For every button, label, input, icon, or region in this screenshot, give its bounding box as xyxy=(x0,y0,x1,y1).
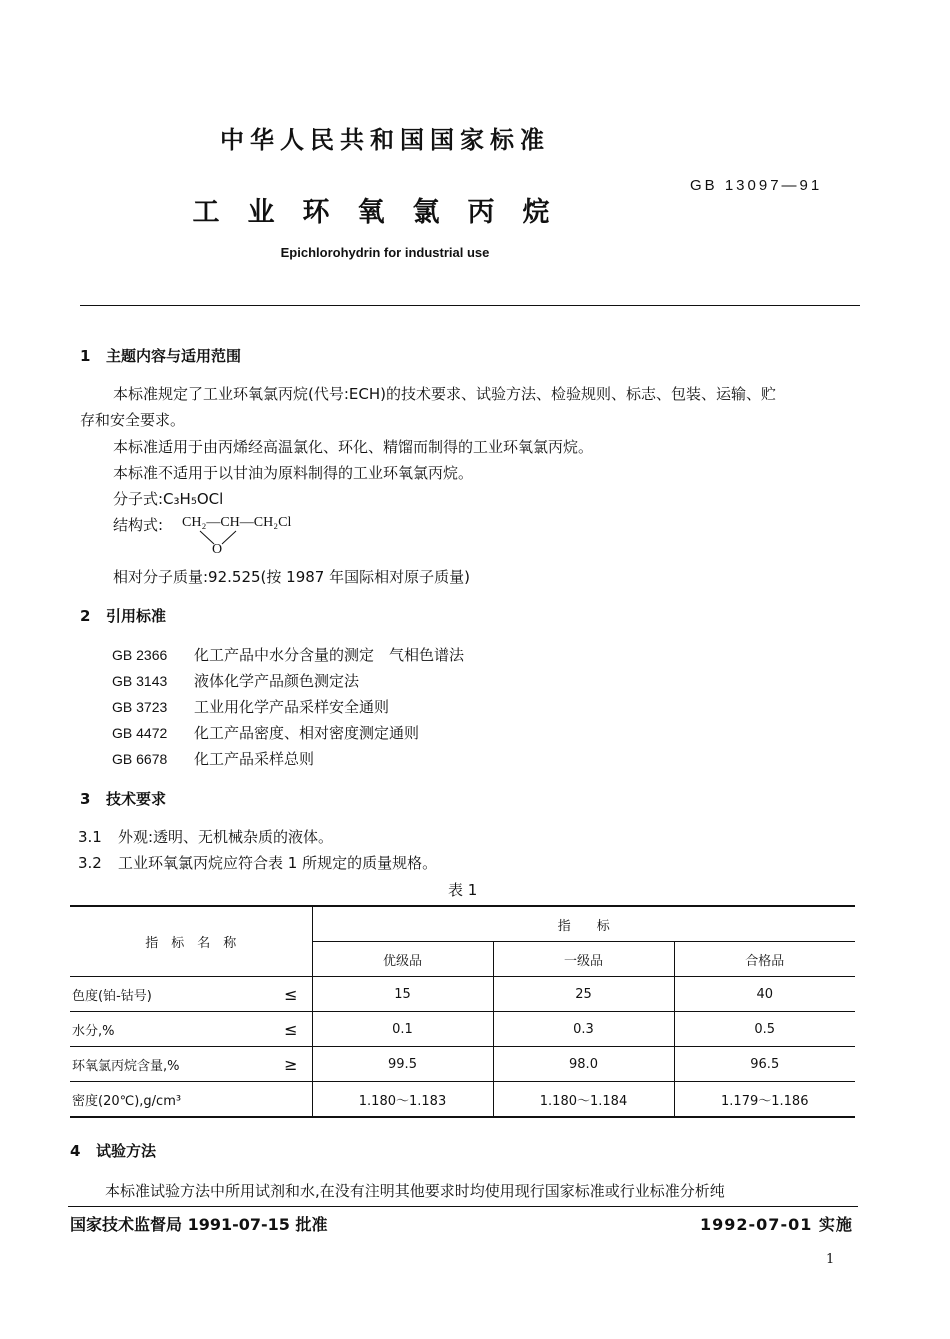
table-header-grade: 一级品 xyxy=(493,942,674,977)
cell-value: 0.5 xyxy=(674,1012,855,1047)
reference-title: 工业用化学产品采样安全通则 xyxy=(194,698,390,716)
reference-code: GB 3723 xyxy=(112,699,168,715)
cell-value: 98.0 xyxy=(493,1047,674,1082)
section-number: 1 xyxy=(80,347,91,365)
section-title: 引用标准 xyxy=(106,607,167,625)
reference-code: GB 6678 xyxy=(112,751,168,767)
reference-title: 化工产品中水分含量的测定 气相色谱法 xyxy=(194,646,465,664)
table-header-indicator-name: 指 标 名 称 xyxy=(70,906,312,977)
reference-title: 化工产品采样总则 xyxy=(194,750,315,768)
table-row xyxy=(70,1012,855,1047)
clause-3-2 xyxy=(78,852,437,873)
table-header-grade: 优级品 xyxy=(312,942,493,977)
document-title: 工业环氧氯丙烷 xyxy=(192,197,578,228)
section-4-paragraph-1: 本标准试验方法中所用试剂和水,在没有注明其他要求时均使用现行国家标准或行业标准分析纯 xyxy=(105,1182,725,1200)
clause-number: 3.2 xyxy=(78,854,102,872)
reference-code: GB 3143 xyxy=(112,673,168,689)
reference-row xyxy=(112,644,464,665)
standard-code: GB 13097—91 xyxy=(690,177,823,194)
molecular-mass: 相对分子质量:92.525(按 1987 年国际相对原子质量) xyxy=(113,568,470,586)
table-row xyxy=(70,977,855,1012)
reference-row xyxy=(112,748,314,769)
row-operator: ≥ xyxy=(245,1047,312,1082)
quality-spec-table xyxy=(70,905,855,1118)
row-name: 密度(20℃),g/cm³ xyxy=(70,1082,245,1118)
reference-title: 化工产品密度、相对密度测定通则 xyxy=(194,724,420,742)
row-name: 色度(铂-钴号) xyxy=(70,977,245,1012)
clause-text: 工业环氧氯丙烷应符合表 1 所规定的质量规格。 xyxy=(118,854,438,872)
section-number: 4 xyxy=(70,1142,81,1160)
section-2-heading xyxy=(80,605,166,626)
section-number: 2 xyxy=(80,607,91,625)
section-1-heading xyxy=(80,345,241,366)
table-header-indicator-group: 指 标 xyxy=(312,906,855,942)
clause-3-1 xyxy=(78,826,333,847)
cell-value: 0.1 xyxy=(312,1012,493,1047)
section-1-paragraph-1: 本标准规定了工业环氧氯丙烷(代号:ECH)的技术要求、试验方法、检验规则、标志、包装、运输、贮 xyxy=(113,385,776,403)
reference-row xyxy=(112,696,389,717)
document-subtitle-english: Epichlorohydrin for industrial use xyxy=(280,245,490,260)
table-row xyxy=(70,1047,855,1082)
cell-value: 25 xyxy=(493,977,674,1012)
cell-value: 1.179～1.186 xyxy=(674,1082,855,1118)
page-number: 1 xyxy=(826,1252,835,1267)
molecular-formula: 分子式:C₃H₅OCl xyxy=(113,490,224,508)
row-operator: ≤ xyxy=(245,1012,312,1047)
section-title: 主题内容与适用范围 xyxy=(106,347,242,365)
reference-code: GB 4472 xyxy=(112,725,168,741)
national-standard-heading: 中华人民共和国国家标准 xyxy=(220,126,550,154)
table-caption: 表 1 xyxy=(448,881,478,899)
clause-text: 外观:透明、无机械杂质的液体。 xyxy=(118,828,334,846)
section-title: 试验方法 xyxy=(96,1142,157,1160)
header-divider xyxy=(80,305,860,306)
section-title: 技术要求 xyxy=(106,790,167,808)
structural-formula-oxygen: O xyxy=(212,542,223,557)
section-1-paragraph-1-cont: 存和安全要求。 xyxy=(80,411,186,429)
reference-code: GB 2366 xyxy=(112,647,168,663)
reference-row xyxy=(112,670,359,691)
cell-value: 99.5 xyxy=(312,1047,493,1082)
structural-formula-label: 结构式: xyxy=(113,516,164,534)
approval-line: 国家技术监督局 1991-07-15 批准 xyxy=(70,1215,328,1234)
cell-value: 1.180～1.183 xyxy=(312,1082,493,1118)
row-operator: ≤ xyxy=(245,977,312,1012)
reference-row xyxy=(112,722,419,743)
implementation-date: 1992-07-01 实施 xyxy=(700,1215,853,1234)
row-name: 水分,% xyxy=(70,1012,245,1047)
row-name: 环氧氯丙烷含量,% xyxy=(70,1047,245,1082)
section-3-heading xyxy=(80,788,166,809)
footer-divider xyxy=(68,1206,858,1207)
section-number: 3 xyxy=(80,790,91,808)
table-row xyxy=(70,1082,855,1118)
cell-value: 1.180～1.184 xyxy=(493,1082,674,1118)
reference-title: 液体化学产品颜色测定法 xyxy=(194,672,360,690)
section-1-paragraph-3: 本标准不适用于以甘油为原料制得的工业环氧氯丙烷。 xyxy=(113,464,474,482)
row-operator xyxy=(245,1082,312,1118)
table-header-grade: 合格品 xyxy=(674,942,855,977)
structural-formula-chain: CH₂—CH—CH₂Cl xyxy=(182,515,292,530)
clause-number: 3.1 xyxy=(78,828,102,846)
cell-value: 0.3 xyxy=(493,1012,674,1047)
cell-value: 15 xyxy=(312,977,493,1012)
section-4-heading xyxy=(70,1140,156,1161)
cell-value: 96.5 xyxy=(674,1047,855,1082)
cell-value: 40 xyxy=(674,977,855,1012)
section-1-paragraph-2: 本标准适用于由丙烯经高温氯化、环化、精馏而制得的工业环氧氯丙烷。 xyxy=(113,438,594,456)
